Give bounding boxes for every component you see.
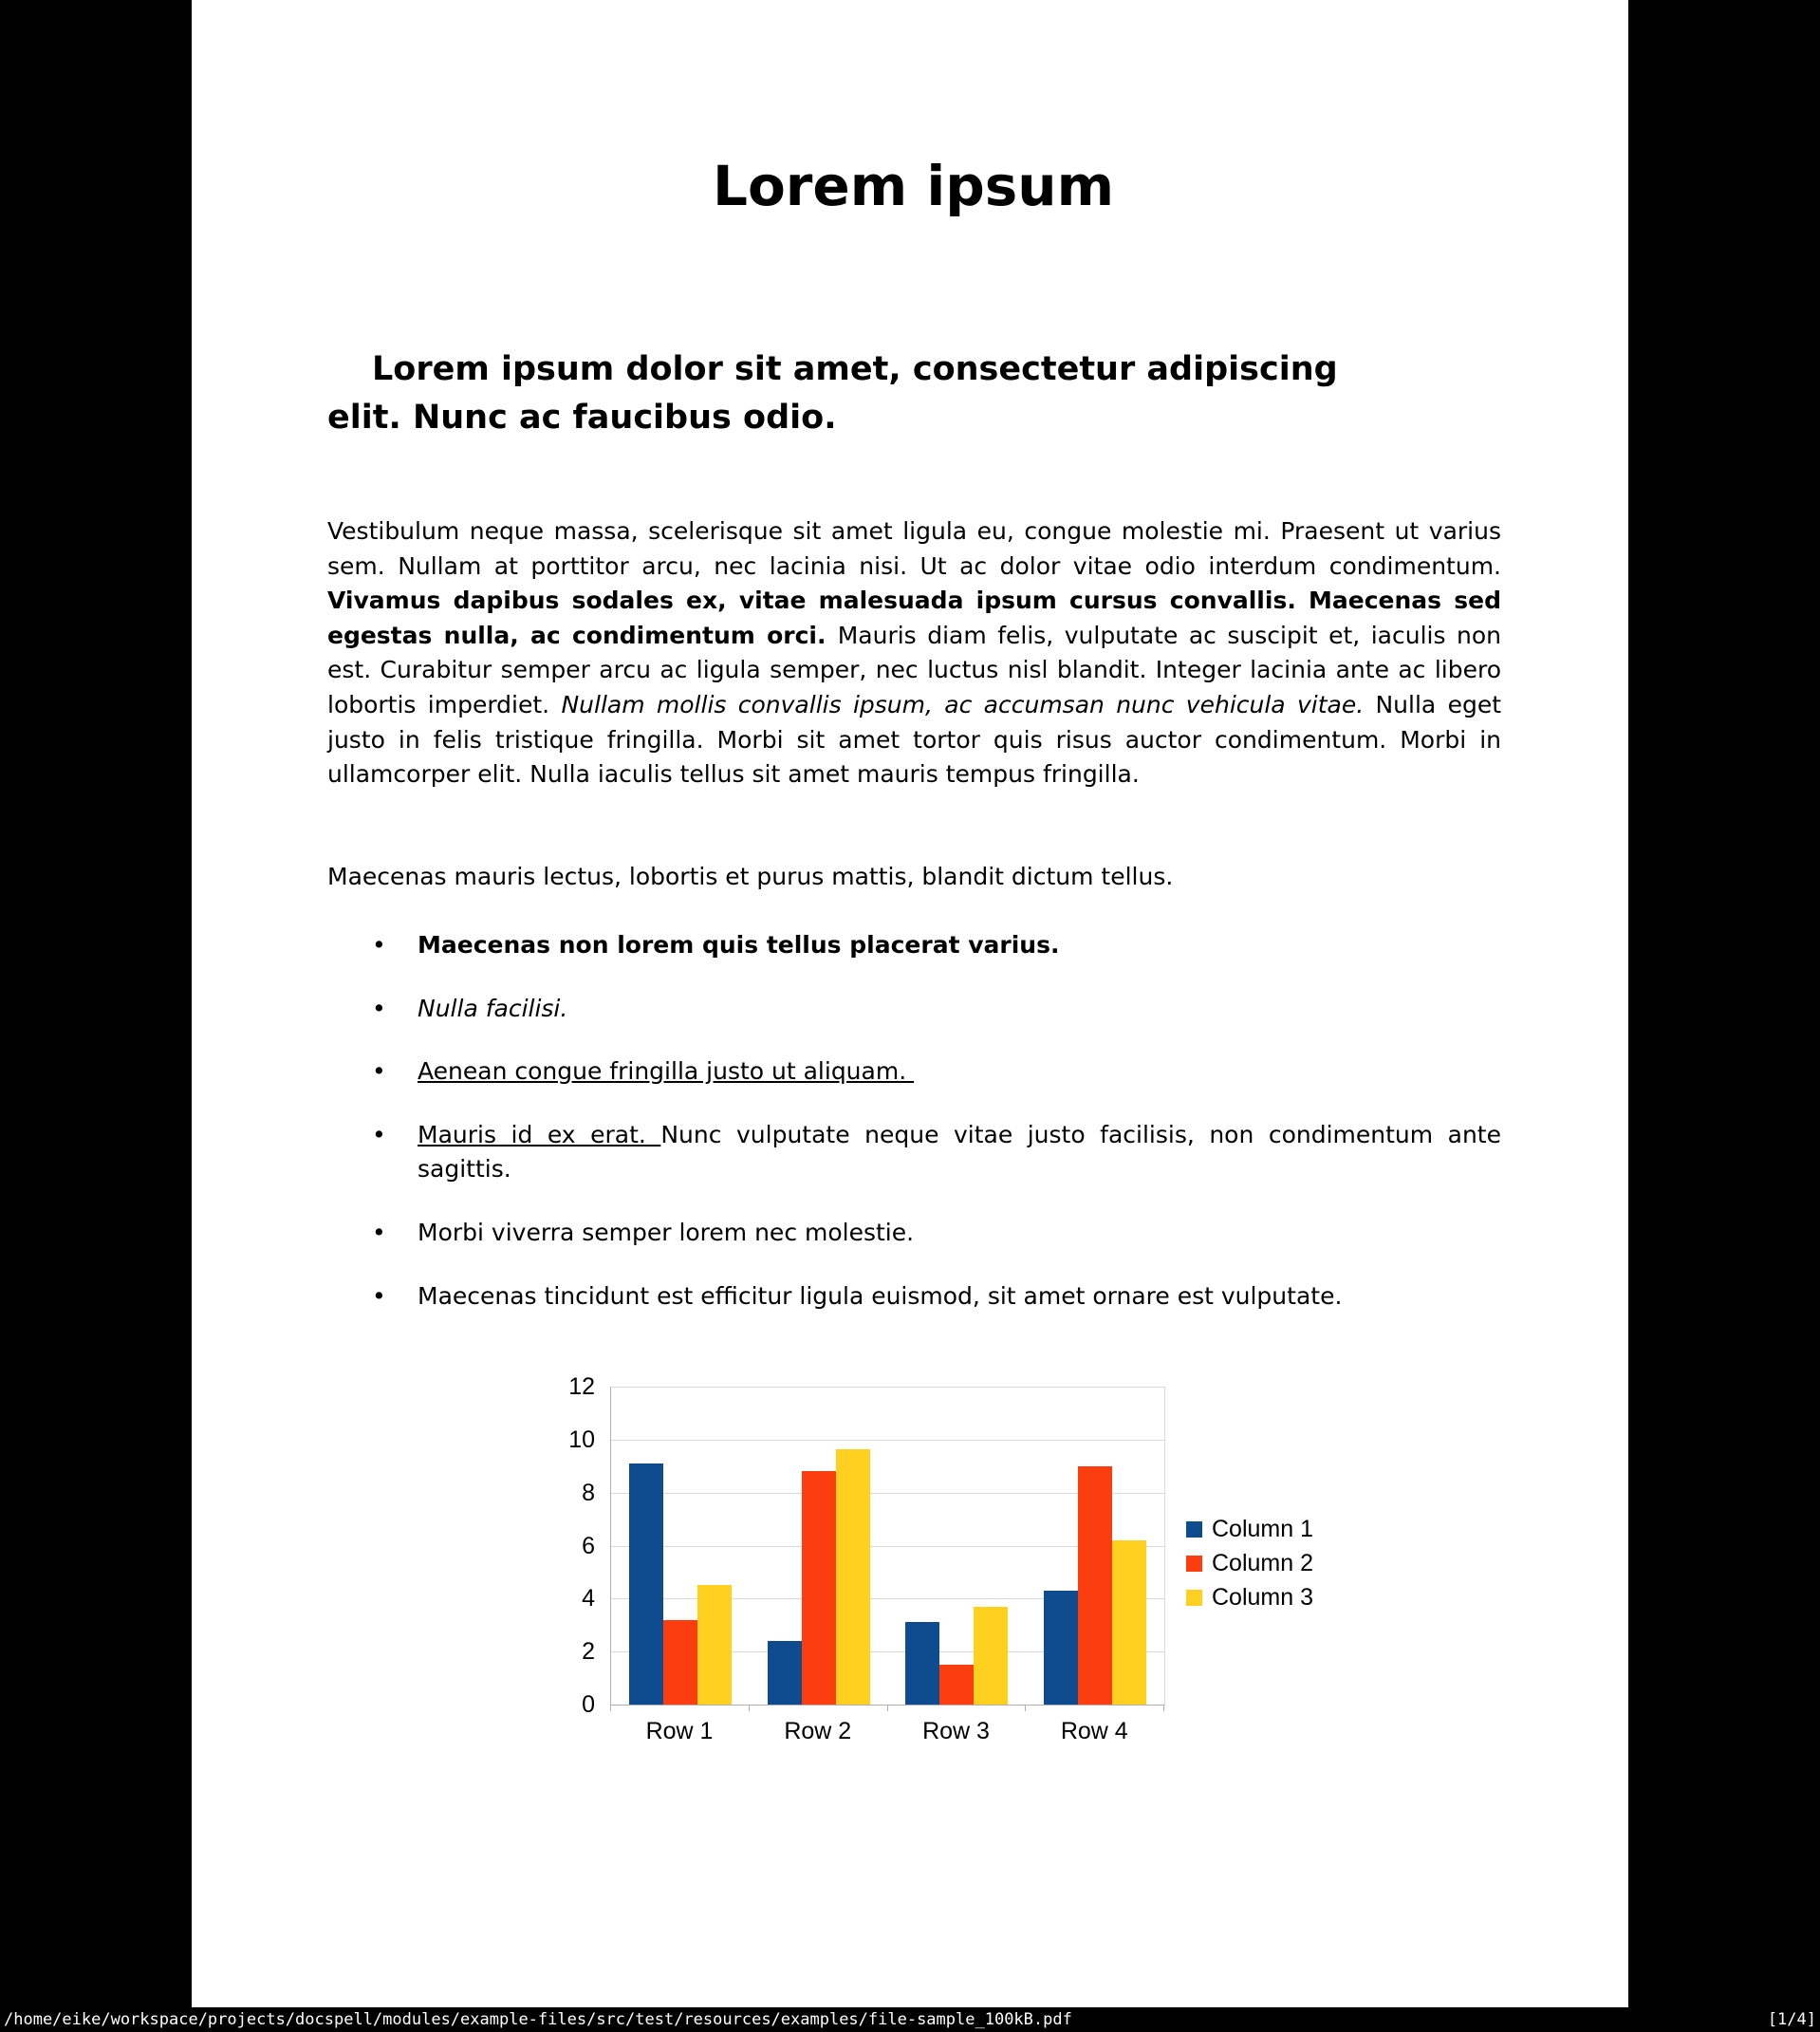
text-run: Maecenas non lorem quis tellus placerat varius. — [418, 931, 1060, 959]
list-item — [327, 1216, 1501, 1251]
paragraph-1 — [327, 514, 1501, 792]
text-run: Mauris id ex erat. — [418, 1120, 661, 1148]
x-tick-label: Row 1 — [645, 1718, 714, 1744]
bar-column-2 — [663, 1620, 697, 1705]
subtitle-line-1: Lorem ipsum dolor sit amet, consectetur adipiscing — [372, 350, 1338, 388]
legend-item — [1186, 1518, 1313, 1541]
chart-legend — [1186, 1518, 1313, 1610]
bar-column-3 — [836, 1449, 870, 1705]
bullet-icon: • — [372, 1218, 386, 1246]
legend-swatch — [1186, 1556, 1202, 1572]
document-title: Lorem ipsum — [712, 154, 1115, 218]
x-tick-label: Row 2 — [784, 1718, 852, 1744]
text-run: Aenean congue fringilla justo ut aliquam. — [418, 1057, 915, 1086]
bar-column-3 — [697, 1585, 732, 1705]
subtitle-line-2: elit. Nunc ac faucibus odio. — [327, 399, 837, 437]
list-item — [327, 1054, 1501, 1090]
list-item-text — [418, 928, 1501, 963]
y-tick-label: 0 — [582, 1691, 595, 1718]
list-item-text — [418, 1054, 1501, 1090]
y-tick-label: 6 — [582, 1532, 595, 1559]
document-page — [192, 0, 1628, 2007]
legend-label: Column 3 — [1212, 1584, 1313, 1611]
bullet-icon: • — [372, 994, 386, 1022]
list-item — [327, 1118, 1501, 1187]
text-run: Mauris diam felis, vulputate ac suscipit et, iaculis non est. Curabitur semper arcu ac ligula semper, nec luctus nisl blandit. Integer lacinia ante ac libero lobortis imperdiet. — [327, 621, 1501, 718]
bar-column-3 — [1112, 1540, 1146, 1705]
list-item — [327, 928, 1501, 963]
bullet-icon: • — [372, 1120, 386, 1148]
bar-column-1 — [629, 1463, 663, 1705]
document-subtitle — [327, 345, 1499, 442]
text-run: Vivamus dapibus sodales ex, vitae malesuada ipsum cursus convallis. Maecenas sed egestas nulla, ac condimentum orci. — [327, 587, 1501, 649]
paragraph-2: Maecenas mauris lectus, lobortis et purus mattis, blandit dictum tellus. — [327, 863, 1174, 890]
y-tick-label: 12 — [568, 1373, 595, 1400]
viewer-statusbar — [0, 2007, 1820, 2032]
axis-tick — [610, 1706, 611, 1711]
axis-tick — [749, 1706, 750, 1711]
text-run: Nulla facilisi. — [418, 994, 568, 1022]
list-item-text — [418, 992, 1501, 1027]
bar-column-1 — [1044, 1591, 1078, 1705]
list-item-text — [418, 1118, 1501, 1187]
legend-label: Column 1 — [1212, 1516, 1313, 1542]
text-run: Vestibulum neque massa, scelerisque sit amet ligula eu, congue molestie mi. Praesent ut varius sem. Nullam at porttitor arcu, nec lacinia nisi. Ut ac dolor vitae odio interdum condimentum. — [327, 517, 1501, 580]
bullet-icon: • — [372, 1281, 386, 1310]
legend-label: Column 2 — [1212, 1550, 1313, 1576]
y-tick-label: 8 — [582, 1479, 595, 1506]
legend-item — [1186, 1586, 1313, 1610]
list-item-text — [418, 1216, 1501, 1251]
list-item-text — [418, 1279, 1501, 1314]
y-tick-label: 2 — [582, 1638, 595, 1666]
axis-tick — [1163, 1706, 1164, 1711]
text-run: Nunc vulputate neque vitae justo facilisis, non condimentum ante sagittis. — [418, 1120, 1501, 1184]
text-run: Nullam mollis convallis ipsum, ac accumsan nunc vehicula vitae. — [561, 690, 1376, 718]
axis-tick — [1025, 1706, 1026, 1711]
axis-tick — [887, 1706, 888, 1711]
text-run: Morbi viverra semper lorem nec molestie. — [418, 1218, 915, 1246]
statusbar-page-indicator: [1/4] — [1767, 2010, 1816, 2029]
bar-group — [1026, 1387, 1164, 1705]
bullet-icon: • — [372, 1057, 386, 1086]
bar-column-2 — [939, 1665, 974, 1705]
x-tick-label: Row 4 — [1060, 1718, 1128, 1744]
bar-group — [611, 1387, 750, 1705]
statusbar-file-path: /home/eike/workspace/projects/docspell/modules/example-files/src/test/resources/examples/file-sample_100kB.pdf — [4, 2010, 1072, 2029]
bar-column-1 — [905, 1622, 939, 1705]
legend-swatch — [1186, 1590, 1202, 1606]
bullet-list — [327, 928, 1501, 1342]
legend-item — [1186, 1552, 1313, 1575]
bar-column-2 — [1078, 1466, 1112, 1705]
bullet-icon: • — [372, 931, 386, 959]
bar-group — [888, 1387, 1027, 1705]
bar-group — [750, 1387, 888, 1705]
x-tick-label: Row 3 — [922, 1718, 990, 1744]
y-tick-label: 10 — [568, 1426, 595, 1453]
text-run: Maecenas tincidunt est efficitur ligula euismod, sit amet ornare est vulputate. — [418, 1281, 1343, 1310]
list-item — [327, 992, 1501, 1027]
text-run: Nulla eget justo in felis tristique fringilla. Morbi sit amet tortor quis risus auctor condimentum. Morbi in ullamcorper elit. Nulla iaculis tellus sit amet mauris tempus fringilla. — [327, 690, 1502, 789]
list-item — [327, 1279, 1501, 1314]
legend-swatch — [1186, 1521, 1202, 1538]
bar-column-2 — [802, 1471, 836, 1705]
bar-column-1 — [768, 1641, 802, 1705]
bar-chart — [192, 1360, 1628, 1778]
bar-column-3 — [974, 1607, 1008, 1705]
y-tick-label: 4 — [582, 1585, 595, 1613]
chart-plot-area — [610, 1387, 1165, 1706]
